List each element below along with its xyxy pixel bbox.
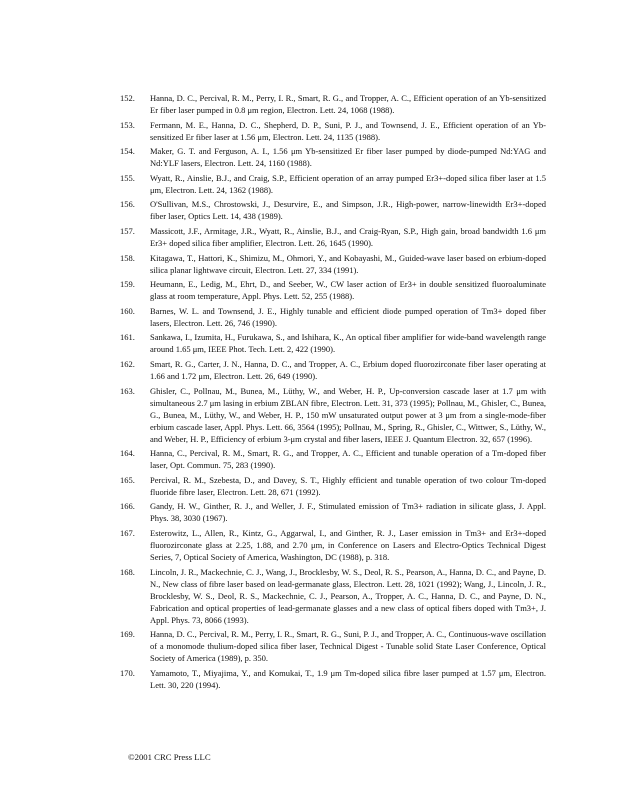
reference-number: 167.	[120, 527, 135, 538]
reference-text: Ghisler, C., Pollnau, M., Bunea, M., Lüthy, W., and Weber, H. P., Up-conversion cascade laser at 1.7 μm with simultaneous 2.7 μm lasing in erbium ZBLAN fibre, Electron. Lett. 31, 373 (1995); Pollnau, M., Ghisler, C., Bunea, G., Bunea, M., Lüthy, W., and Weber, H. P., 150 mW unsaturated output power at 3 μm from a single-mode-fiber erbium cascade laser, Appl. Phys. Lett. 66, 3564 (1995); Pollnau, M., Spring, R., Ghisler, C., Wittwer, S., Lüthy, W., and Weber, H. P., Efficiency of erbium 3-μm crystal and fiber lasers, IEEE J. Quantum Electron. 32, 657 (1996).	[150, 385, 546, 444]
reference-text: Esterowitz, L., Allen, R., Kintz, G., Aggarwal, I., and Ginther, R. J., Laser emission in Tm3+ and Er3+-doped fluorozirconate glass at 2.25, 1.88, and 2.70 μm, in Conference on Lasers and Electro-Optics Technical Digest Series, 7, Optical Society of America, Washington, DC (1988), p. 318.	[150, 527, 546, 562]
reference-number: 155.	[120, 172, 135, 183]
reference-item	[120, 198, 546, 222]
reference-item	[120, 145, 546, 169]
reference-number: 163.	[120, 385, 135, 396]
copyright-footer: ©2001 CRC Press LLC	[128, 752, 211, 762]
reference-text: Hanna, C., Percival, R. M., Smart, R. G., and Tropper, A. C., Efficient and tunable operation of a Tm-doped fiber laser, Opt. Commun. 75, 283 (1990).	[150, 448, 546, 471]
reference-item	[120, 385, 546, 445]
reference-text: Maker, G. T. and Ferguson, A. I., 1.56 μm Yb-sensitized Er fiber laser pumped by diode-pumped Nd:YAG and Nd:YLF lasers, Electron. Lett. 24, 1160 (1988).	[150, 146, 546, 169]
reference-text: Wyatt, R., Ainslie, B.J., and Craig, S.P., Efficient operation of an array pumped Er3+-doped silica fiber laser at 1.5 μm, Electron. Lett. 24, 1362 (1988).	[150, 172, 546, 195]
reference-item	[120, 331, 546, 355]
reference-text: Yamamoto, T., Miyajima, Y., and Komukai, T., 1.9 μm Tm-doped silica fibre laser pumped at 1.57 μm, Electron. Lett. 30, 220 (1994).	[150, 667, 546, 690]
reference-item	[120, 278, 546, 302]
reference-text: Hanna, D. C., Percival, R. M., Perry, I. R., Smart, R. G., Suni, P. J., and Tropper, A. C., Continuous-wave oscillation of a monomode thulium-doped silica fiber laser, Technical Digest - Tunable solid State Laser Conference, Optical Society of America (1989), p. 350.	[150, 629, 546, 664]
reference-text: O'Sullivan, M.S., Chrostowski, J., Desurvire, E., and Simpson, J.R., High-power, narrow-linewidth Er3+-doped fiber laser, Optics Lett. 14, 438 (1989).	[150, 199, 546, 222]
reference-item	[120, 628, 546, 664]
reference-text: Kitagawa, T., Hattori, K., Shimizu, M., Ohmori, Y., and Kobayashi, M., Guided-wave laser based on erbium-doped silica planar lightwave circuit, Electron. Lett. 27, 334 (1991).	[150, 252, 546, 275]
reference-text: Smart, R. G., Carter, J. N., Hanna, D. C., and Tropper, A. C., Erbium doped fluorozirconate fiber laser operating at 1.66 and 1.72 μm, Electron. Lett. 26, 649 (1990).	[150, 358, 546, 381]
reference-text: Sankawa, I., Izumita, H., Furukawa, S., and Ishihara, K., An optical fiber amplifier for wide-band wavelength range around 1.65 μm, IEEE Phot. Tech. Lett. 2, 422 (1990).	[150, 332, 546, 355]
reference-item	[120, 667, 546, 691]
reference-number: 158.	[120, 252, 135, 263]
reference-text: Percival, R. M., Szebesta, D., and Davey, S. T., Highly efficient and tunable operation of two colour Tm-doped fluoride fibre laser, Electron. Lett. 28, 671 (1992).	[150, 474, 546, 497]
reference-number: 165.	[120, 474, 135, 485]
reference-item	[120, 252, 546, 276]
reference-number: 170.	[120, 667, 135, 678]
reference-text: Lincoln, J. R., Mackechnie, C. J., Wang, J., Brocklesby, W. S., Deol, R. S., Pearson, A., Hanna, D. C., and Payne, D. N., New class of fibre laser based on lead-germanate glass, Electron. Lett. 28, 1021 (1992); Wang, J., Lincoln, J. R., Brocklesby, W. S., Deol, R. S., Mackechnie, C. J., Pearson, A., Tropper, A. C., Hanna, D. C., and Payne, D. N., Fabrication and optical properties of lead-germanate glasses and a new class of optical fibers doped with Tm3+, J. Appl. Phys. 73, 8066 (1993).	[150, 566, 546, 625]
reference-number: 154.	[120, 146, 135, 157]
reference-number: 168.	[120, 566, 135, 577]
reference-item	[120, 527, 546, 563]
reference-item	[120, 358, 546, 382]
reference-number: 160.	[120, 305, 135, 316]
reference-number: 153.	[120, 119, 135, 130]
reference-number: 162.	[120, 358, 135, 369]
reference-item	[120, 172, 546, 196]
reference-number: 166.	[120, 501, 135, 512]
reference-text: Massicott, J.F., Armitage, J.R., Wyatt, R., Ainslie, B.J., and Craig-Ryan, S.P., High gain, broad bandwidth 1.6 μm Er3+ doped silica fiber amplifier, Electron. Lett. 26, 1645 (1990).	[150, 225, 546, 248]
reference-item	[120, 92, 546, 116]
reference-number: 169.	[120, 629, 135, 640]
reference-item	[120, 225, 546, 249]
reference-text: Heumann, E., Ledig, M., Ehrt, D., and Seeber, W., CW laser action of Er3+ in double sensitized fluoroaluminate glass at room temperature, Appl. Phys. Lett. 52, 255 (1988).	[150, 279, 546, 302]
reference-number: 156.	[120, 199, 135, 210]
reference-number: 161.	[120, 332, 135, 343]
reference-number: 159.	[120, 279, 135, 290]
reference-number: 157.	[120, 225, 135, 236]
reference-item	[120, 566, 546, 626]
reference-text: Gandy, H. W., Ginther, R. J., and Weller, J. F., Stimulated emission of Tm3+ radiation in silicate glass, J. Appl. Phys. 38, 3030 (1967).	[150, 501, 546, 524]
reference-number: 164.	[120, 448, 135, 459]
reference-item	[120, 305, 546, 329]
reference-item	[120, 447, 546, 471]
reference-item	[120, 474, 546, 498]
reference-item	[120, 119, 546, 143]
reference-text: Fermann, M. E., Hanna, D. C., Shepherd, D. P., Suni, P. J., and Townsend, J. E., Efficient operation of an Yb-sensitized Er fiber laser at 1.56 μm, Electron. Lett. 24, 1135 (1988).	[150, 119, 546, 142]
reference-text: Hanna, D. C., Percival, R. M., Perry, I. R., Smart, R. G., and Tropper, A. C., Efficient operation of an Yb-sensitized Er fiber laser pumped in 0.8 μm region, Electron. Lett. 24, 1068 (1988).	[150, 93, 546, 115]
reference-number: 152.	[120, 93, 135, 103]
reference-item	[120, 500, 546, 524]
reference-text: Barnes, W. L. and Townsend, J. E., Highly tunable and efficient diode pumped operation of Tm3+ doped fiber lasers, Electron. Lett. 26, 746 (1990).	[150, 305, 546, 328]
reference-list	[120, 92, 546, 693]
